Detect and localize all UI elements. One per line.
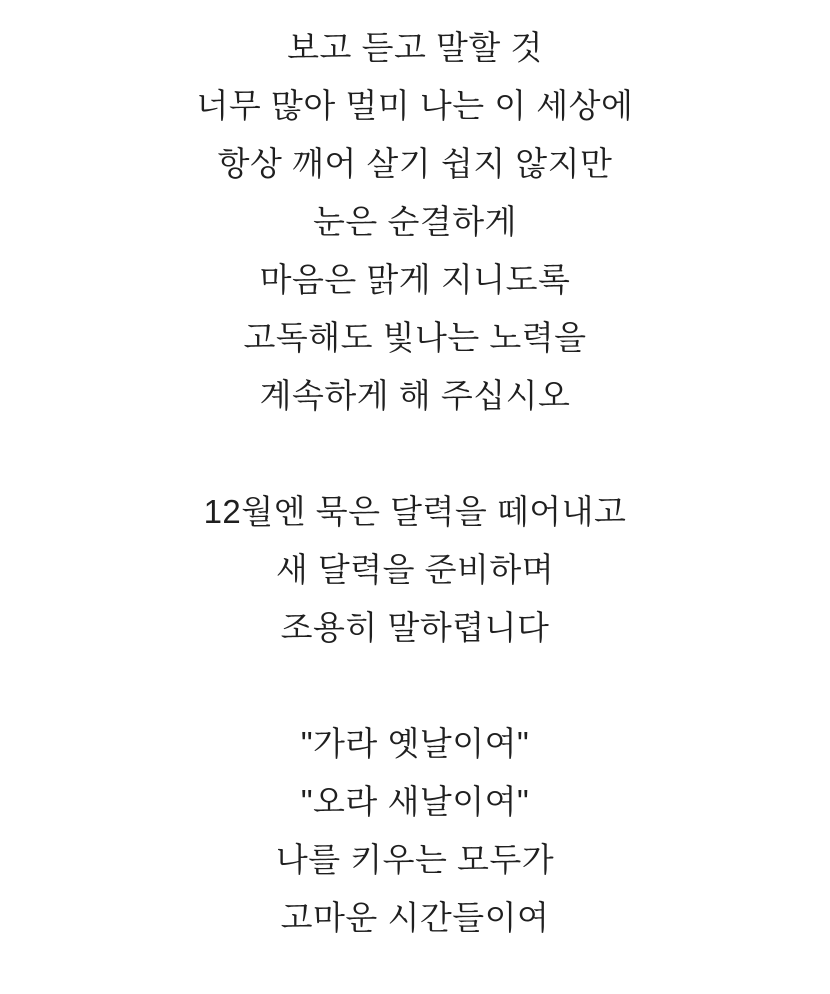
poem-line: 너무 많아 멀미 나는 이 세상에 (196, 87, 634, 124)
poem-line: "가라 옛날이여" (300, 725, 530, 762)
poem-line: "오라 새날이여" (300, 783, 530, 820)
poem-stanza-2 (0, 483, 830, 657)
poem-line: 고독해도 빛나는 노력을 (243, 319, 587, 356)
poem-line: 마음은 맑게 지니도록 (259, 261, 571, 298)
poem-line: 12월엔 묵은 달력을 떼어내고 (203, 493, 627, 530)
poem-line: 항상 깨어 살기 쉽지 않지만 (217, 145, 613, 182)
poem-line: 새 달력을 준비하며 (275, 551, 555, 588)
poem-line: 조용히 말하렵니다 (280, 609, 550, 646)
poem-stanza-1 (0, 19, 830, 425)
poem-line: 보고 듣고 말할 것 (287, 29, 543, 66)
poem-line: 나를 키우는 모두가 (275, 841, 555, 878)
poem-line: 계속하게 해 주십시오 (259, 377, 571, 414)
poem-line: 눈은 순결하게 (313, 203, 517, 240)
poem-stanza-3 (0, 715, 830, 947)
poem-line: 고마운 시간들이여 (280, 899, 550, 936)
